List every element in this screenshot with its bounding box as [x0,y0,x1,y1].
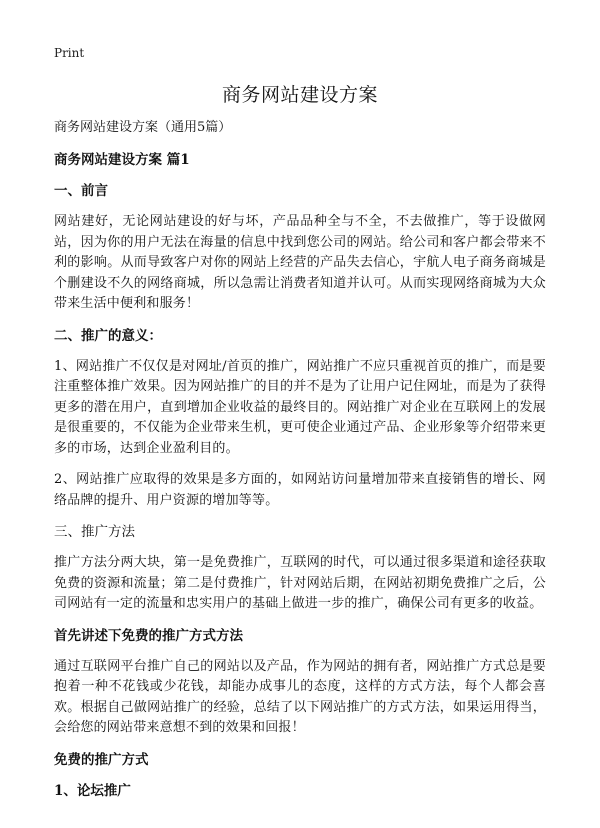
section-title: 商务网站建设方案 篇1 [54,152,190,168]
print-label: Print [54,46,85,60]
paragraph-preface: 网站建好，无论网站建设的好与坏，产品品种全与不全，不去做推广，等于设做网站，因为你的用户无法在海量的信息中找到您公司的网站。给公司和客户都会带来不利的影响。从而导致客户对你的网站上经营的产品失去信心，宇航人电子商务商城是个删建设不久的网络商城，所以急需让消费者知道并认可。从而实现网络商城为大众带来生活中便利和服务！ [54,214,546,311]
heading-methods: 三、推广方法 [54,524,135,540]
heading-forum-promotion: 1、论坛推广 [54,782,131,799]
heading-free-promotion: 免费的推广方式 [54,751,149,768]
document-body [54,118,546,812]
heading-free-methods-intro: 首先讲述下免费的推广方式方法 [54,627,243,644]
document-subtitle: 商务网站建设方案（通用5篇） [54,120,232,135]
paragraph-methods: 推广方法分两大块，第一是免费推广，互联网的时代，可以通过很多渠道和途径获取免费的资源和流量；第二是付费推广，针对网站后期，在网站初期免费推广之后，公司网站有一定的流量和忠实用户的基础上做进一步的推广，确保公司有更多的收益。 [54,555,546,611]
paragraph-significance-1: 1、网站推广不仅仅是对网址/首页的推广，网站推广不应只重视首页的推广，而是要注重整体推广效果。因为网站推广的目的并不是为了让用户记住网址，而是为了获得更多的潜在用户，直到增加企业收益的最终目的。网站推广对企业在互联网上的发展是很重要的，不仅能为企业带来生机，更可使企业通过产品、企业形象等介绍带来更多的市场，达到企业盈利目的。 [54,358,546,456]
document-title: 商务网站建设方案 [221,84,378,106]
paragraph-free-methods: 通过互联网平台推广自己的网站以及产品，作为网站的拥有者，网站推广方式总是要抱着一种不花钱或少花钱，却能办成事儿的态度，这样的方式方法，每个人都会喜欢。根据自己做网站推广的经验，总结了以下网站推广的方式方法，如果运用得当，会给您的网站带来意想不到的效果和回报！ [54,658,546,735]
paragraph-significance-2: 2、网站推广应取得的效果是多方面的，如网站访问量增加带来直接销售的增长、网络品牌的提升、用户资源的增加等等。 [54,472,546,508]
heading-significance: 二、推广的意义： [54,327,162,344]
heading-preface: 一、前言 [54,183,108,199]
